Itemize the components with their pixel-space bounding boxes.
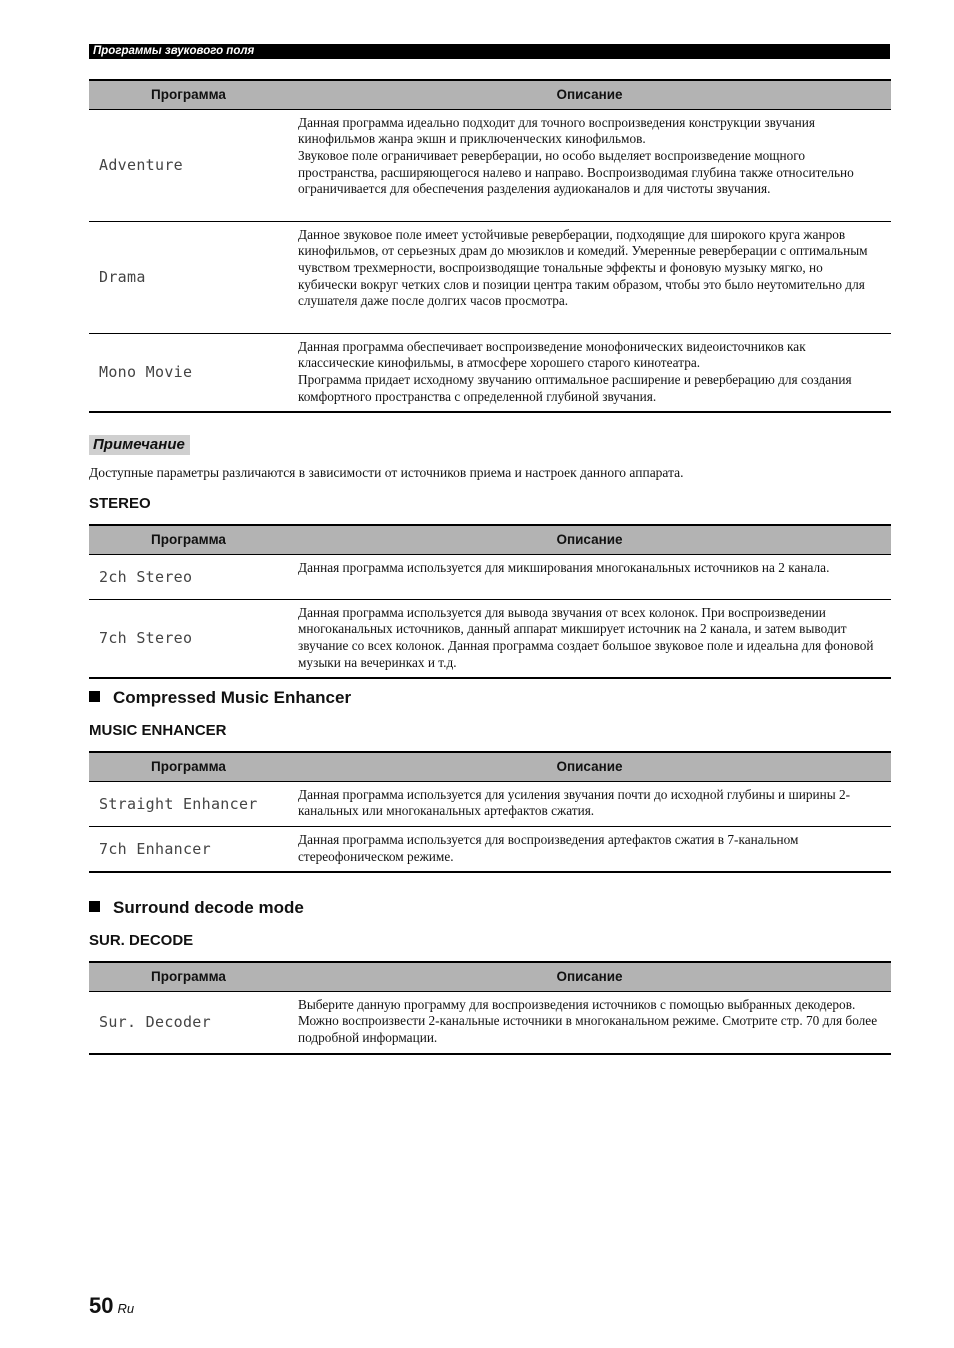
column-header-program: Программа [89, 962, 288, 991]
cme-heading [89, 688, 351, 708]
program-description [288, 781, 891, 826]
column-header-program: Программа [89, 752, 288, 781]
sur-decode-table [89, 961, 891, 1055]
program-name: Sur. Decoder [89, 991, 288, 1054]
program-name: Drama [89, 221, 288, 333]
table-row [89, 221, 891, 333]
description-paragraph: Данное звуковое поле имеет устойчивые реверберации, подходящие для широкого круга жанров кинофильмов, от серьезных драм до мюзиклов и комедий. Умеренные реверберации с оптимальным чувством трехмерности, воспроизводящие тональные эффекты и фоновую музыку мягко, но кубически вокруг четких слов и позиции центра таким образом, чтобы это было неутомительно для слушателя даже после долгих часов просмотра. [298, 226, 868, 309]
description-paragraph: Данная программа идеально подходит для точного воспроизведения конструкции звучания кинофильмов жанра экшн и приключенческих кинофильмов. [298, 114, 816, 147]
sur-decode-title: SUR. DECODE [89, 932, 194, 949]
table-header-row [89, 752, 891, 781]
stereo-title: STEREO [89, 495, 151, 512]
movie-programs-table [89, 79, 891, 413]
note-text: Доступные параметры различаются в зависимости от источников приема и настроек данного аппарата. [89, 465, 684, 480]
table-row [89, 781, 891, 826]
table-row [89, 826, 891, 872]
program-name: 7ch Enhancer [89, 826, 288, 872]
program-description [288, 554, 891, 599]
surround-heading [89, 898, 304, 918]
music-enhancer-title: MUSIC ENHANCER [89, 722, 227, 739]
program-description [288, 826, 891, 872]
program-description [288, 599, 891, 678]
program-description [288, 221, 891, 333]
description-paragraph: Данная программа используется для микширования многоканальных источников на 2 канала. [298, 559, 830, 575]
program-description [288, 109, 891, 221]
page-number [89, 1293, 134, 1319]
cme-heading-text: Compressed Music Enhancer [113, 688, 352, 707]
surround-heading-text: Surround decode mode [113, 898, 304, 917]
program-description [288, 333, 891, 412]
square-bullet-icon [89, 691, 100, 702]
column-header-description: Описание [288, 962, 891, 991]
program-description [288, 991, 891, 1054]
table-header-row [89, 525, 891, 554]
description-paragraph: Звуковое поле ограничивает реверберации, но особо выделяет воспроизведение мощного пространства, расширяющегося налево и направо. Воспроизводимая глубина также относительно ограничивается для обеспечения разделения аудиоканалов и для чистоты звучания. [298, 147, 854, 197]
stereo-table [89, 524, 891, 679]
program-name: Mono Movie [89, 333, 288, 412]
table-row [89, 109, 891, 221]
program-name: Straight Enhancer [89, 781, 288, 826]
description-paragraph: Данная программа используется для вывода звучания от всех колонок. При воспроизведении многоканальных источников, данный аппарат микширует источник на 2 канала, и затем выводит звучание со всех колонок. Данная программа создает большое звуковое поле и идеальна для фоновой музыки на вечеринках и т.д. [298, 604, 874, 670]
column-header-description: Описание [288, 525, 891, 554]
description-paragraph: Данная программа используется для воспроизведения артефактов сжатия в 7-канальном стереофоническом режиме. [298, 831, 799, 864]
column-header-program: Программа [89, 525, 288, 554]
column-header-description: Описание [288, 752, 891, 781]
program-name: Adventure [89, 109, 288, 221]
description-paragraph: Выберите данную программу для воспроизведения источников с помощью выбранных декодеров. Можно воспроизвести 2-канальные источники в многоканальном режиме. Смотрите стр. 70 для более подробной информации. [298, 996, 878, 1045]
table-row [89, 599, 891, 678]
page-number-value: 50 [89, 1293, 114, 1318]
square-bullet-icon [89, 901, 100, 912]
table-header-row [89, 962, 891, 991]
music-enhancer-table [89, 751, 891, 873]
table-row [89, 991, 891, 1054]
table-header-row [89, 80, 891, 109]
section-header-bar: Программы звукового поля [89, 44, 890, 59]
program-name: 7ch Stereo [89, 599, 288, 678]
page-language: Ru [117, 1301, 135, 1316]
description-paragraph: Данная программа используется для усиления звучания почти до исходной глубины и ширины 2-канальных или многоканальных артефактов сжатия. [298, 786, 851, 819]
table-row [89, 333, 891, 412]
description-paragraph: Данная программа обеспечивает воспроизведение монофонических видеоисточников как классические кинофильмы, в атмосфере хорошего старого кинотеатра. [298, 338, 806, 371]
program-name: 2ch Stereo [89, 554, 288, 599]
column-header-program: Программа [89, 80, 288, 109]
column-header-description: Описание [288, 80, 891, 109]
table-row [89, 554, 891, 599]
note-label: Примечание [89, 435, 190, 455]
description-paragraph: Программа придает исходному звучанию оптимальное расширение и реверберацию для создания комфортного пространства с определенной глубиной звучания. [298, 371, 852, 404]
